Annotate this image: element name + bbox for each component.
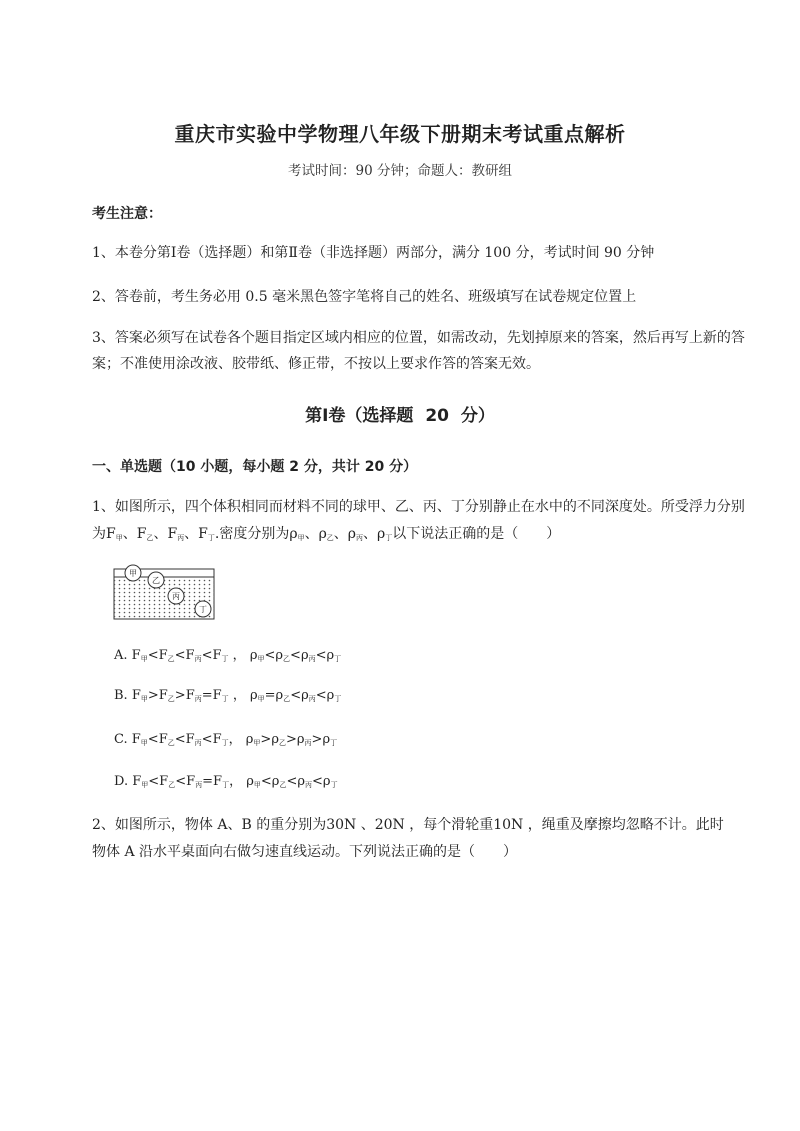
page-title: 重庆市实验中学物理八年级下册期末考试重点解析 — [174, 122, 626, 146]
ball-jia-label: 甲 — [129, 569, 137, 578]
subsection-title: 一、单选题（10 小题，每小题 2 分，共计 20 分） — [92, 459, 418, 475]
question-1: 1、如图所示，四个体积相同而材料不同的球甲、乙、丙、丁分别静止在水中的不同深度处。所受浮力分别为$F_甲$、$F_乙$、$F_丙$、$F_丁$.密度分别为$\rho_甲$、$\rho_乙$、$\rho_丙$、$\rho_丁$以下说法正确的是（ ） — [92, 499, 745, 542]
option-b[interactable]: B. $F_甲>F_乙>F_丙=F_丁$ ， $\rho_甲=\rho_乙<\rho_丙<\rho_丁$ — [114, 688, 342, 703]
q2-line-2: 物体 A 沿水平桌面向右做匀速直线运动。下列说法正确的是（ ） — [92, 844, 518, 860]
exam-info: 考试时间：90 分钟；命题人：教研组 — [288, 163, 512, 179]
section-title: 第Ⅰ卷（选择题 20 分） — [305, 406, 495, 426]
q1-figure-balls-in-water — [113, 563, 216, 621]
option-a[interactable]: A. $F_甲<F_乙<F_丙<F_丁$ ， $\rho_甲<\rho_乙<\rho_丙<\rho_丁$ — [114, 648, 342, 663]
notice-3: 3、答案必须写在试卷各个题目指定区域内相应的位置，如需改动，先划掉原来的答案，然后再写上新的答案；不准使用涂改液、胶带纸、修正带，不按以上要求作答的答案无效。 — [92, 330, 745, 372]
option-c[interactable]: C. $F_甲<F_乙<F_丙<F_丁$， $\rho_甲>\rho_乙>\rho_丙>\rho_丁$ — [114, 732, 338, 747]
notice-2: 2、答卷前，考生务必用 0.5 毫米黑色签字笔将自己的姓名、班级填写在试卷规定位置上 — [92, 289, 637, 305]
ball-ding-label: 丁 — [199, 605, 207, 614]
notice-1: 1、本卷分第Ⅰ卷（选择题）和第Ⅱ卷（非选择题）两部分，满分 100 分，考试时间 90 分钟 — [92, 245, 655, 261]
option-d[interactable]: D. $F_甲<F_乙<F_丙=F_丁$， $\rho_甲<\rho_乙<\rho_丙<\rho_丁$ — [114, 774, 338, 789]
question-2 — [92, 812, 752, 866]
force-symbol: F — [106, 526, 116, 542]
ball-bing-label: 丙 — [172, 592, 180, 601]
q2-line-1: 2、如图所示，物体 A、B 的重分别为30N 、20N ，每个滑轮重10N ，绳重及摩擦均忽略不计。此时 — [92, 817, 724, 833]
notice-heading: 考生注意： — [92, 206, 162, 222]
ball-yi-label: 乙 — [152, 576, 160, 585]
density-symbol: ρ — [289, 526, 298, 542]
q1-stem: 1、如图所示，四个体积相同而材料不同的球甲、乙、丙、丁分别静止在水中的不同深度处。所受浮力分别为 — [92, 499, 745, 542]
